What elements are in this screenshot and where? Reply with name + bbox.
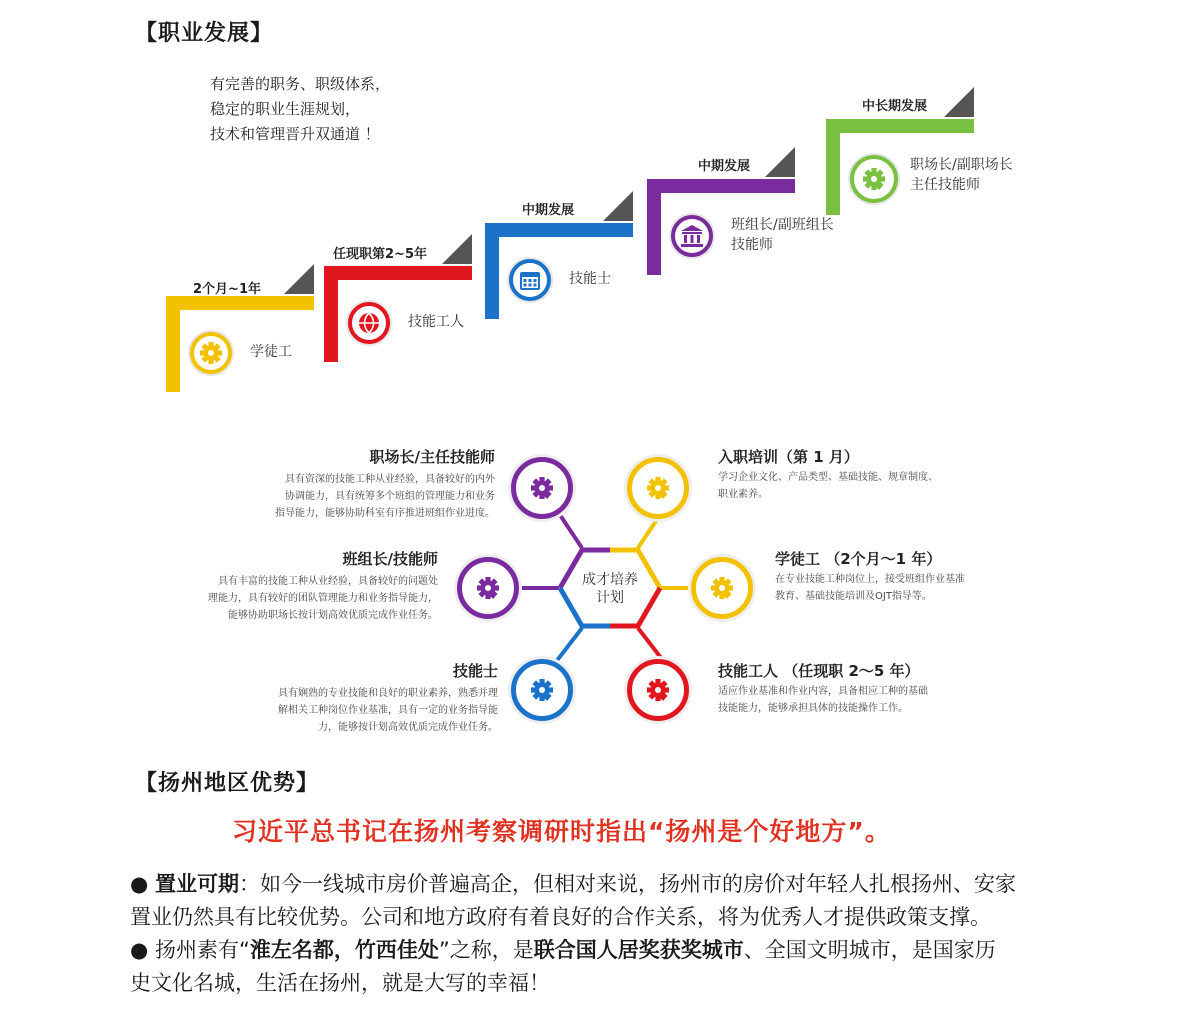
step-role-line: 职场长/副职场长: [910, 157, 1013, 173]
training-node-description: [275, 471, 495, 522]
step-bar-horizontal: [485, 223, 633, 237]
calendar-icon: [509, 259, 551, 301]
gear-wrench-icon: [457, 557, 519, 619]
step-bar-vertical: [485, 223, 499, 319]
description-line: 技能能力，能够承担具体的技能操作工作。: [718, 703, 908, 714]
description-line: 理能力，具有较好的团队管理能力和业务指导能力，: [208, 593, 438, 604]
career-intro: [210, 72, 390, 147]
highlight-text: 联合国人居奖获奖城市: [533, 938, 744, 962]
description-line: 力，能够按计划高效优质完成作业任务。: [318, 722, 498, 733]
step-bar-horizontal: [324, 266, 472, 280]
description-line: 具有资深的技能工种从业经验，具备较好的内外: [285, 474, 495, 485]
description-line: 适应作业基准和作业内容，具备相应工种的基础: [718, 686, 928, 697]
bank-icon: [671, 215, 713, 257]
region-quote: 习近平总书记在扬州考察调研时指出“扬州是个好地方”。: [232, 817, 891, 846]
bullet: ●: [130, 872, 149, 896]
step-bar-vertical: [826, 119, 840, 215]
step-period-label: 2个月~1年: [193, 282, 261, 297]
step-role-name: [569, 269, 611, 289]
intro-line: 稳定的职业生涯规划，: [210, 100, 361, 118]
step-bar-vertical: [166, 296, 180, 392]
paragraph-text: ：如今一线城市房价普遍高企，但相对来说，扬州市的房价对年轻人扎根扬州、安家: [239, 872, 1017, 896]
paragraph-text: 扬州素有“: [155, 938, 250, 962]
globe-icon: [348, 302, 390, 344]
step-period-label: 中期发展: [522, 203, 575, 218]
region-paragraph-2: [130, 934, 1090, 1000]
paragraph-text: 史文化名城，生活在扬州，就是大写的幸福！: [130, 971, 550, 995]
gear-wrench-icon: [511, 659, 573, 721]
intro-line: 技术和管理晋升双通道 ！: [210, 125, 380, 143]
step-corner-marker: [284, 264, 314, 294]
step-bar-vertical: [324, 266, 338, 362]
paragraph-text: 置业仍然具有比较优势。公司和地方政府有着良好的合作关系，将为优秀人才提供政策支撑。: [130, 905, 991, 929]
step-bar-horizontal: [826, 119, 974, 133]
training-node-description: [208, 573, 438, 624]
step-bar-vertical: [647, 179, 661, 275]
description-line: 解相关工种岗位作业基准，具有一定的业务指导能: [278, 705, 498, 716]
training-node-title: 学徒工 （2个月～1 年）: [775, 550, 942, 568]
step-corner-marker: [944, 87, 974, 117]
step-role-name: [910, 155, 1013, 195]
center-label-line: 计划: [596, 590, 624, 606]
training-node-description: [775, 571, 965, 605]
description-line: 指导能力，能够协助科室有序推进班组作业进度。: [275, 508, 495, 519]
step-role-line: 技能工人: [408, 314, 464, 330]
intro-line: 有完善的职务、职级体系，: [210, 75, 391, 93]
gear-wrench-icon: [691, 557, 753, 619]
center-label: [560, 571, 660, 607]
region-section-title: 【扬州地区优势】: [135, 771, 320, 796]
highlight-text: 淮左名都，竹西佳处: [249, 938, 439, 962]
step-role-name: [731, 215, 834, 255]
description-line: 能够协助职场长按计划高效优质完成作业任务。: [228, 610, 438, 621]
step-bar-horizontal: [166, 296, 314, 310]
step-bar-horizontal: [647, 179, 795, 193]
training-node-title: 职场长/主任技能师: [369, 448, 495, 466]
career-section-title: 【职业发展】: [135, 21, 274, 46]
training-node-description: [718, 683, 928, 717]
step-role-name: [250, 342, 292, 362]
step-role-line: 主任技能师: [910, 177, 980, 193]
step-corner-marker: [442, 234, 472, 264]
gear-icon: [190, 332, 232, 374]
bullet: ●: [130, 938, 149, 962]
step-role-name: [408, 312, 464, 332]
description-line: 具有娴熟的专业技能和良好的职业素养，熟悉并理: [278, 688, 498, 699]
region-paragraph-1: [130, 868, 1090, 934]
step-role-line: 技能士: [569, 271, 611, 287]
training-node-title: 入职培训（第 1 月）: [718, 448, 859, 466]
step-period-label: 中长期发展: [862, 99, 928, 114]
step-role-line: 学徒工: [250, 344, 292, 360]
step-period-label: 中期发展: [698, 159, 751, 174]
description-line: 在专业技能工种岗位上，接受班组作业基准: [775, 574, 965, 585]
paragraph-text: ”之称，是: [438, 938, 534, 962]
gear-wrench-icon: [627, 457, 689, 519]
step-period-label: 任现职第2~5年: [333, 247, 427, 262]
training-node-title: 班组长/技能师: [342, 550, 438, 568]
gear-wrench-icon: [511, 457, 573, 519]
paragraph-text: 、全国文明城市，是国家历: [743, 938, 996, 962]
training-node-description: [718, 469, 938, 503]
gear-wrench-icon: [627, 659, 689, 721]
step-corner-marker: [603, 191, 633, 221]
gear-wrench-icon: [850, 155, 898, 203]
training-node-title: 技能士: [452, 662, 498, 680]
description-line: 职业素养。: [718, 489, 768, 500]
description-line: 具有丰富的技能工种从业经验，具备较好的问题处: [218, 576, 438, 587]
description-line: 协调能力，具有统筹多个班组的管理能力和业务: [285, 491, 495, 502]
highlight-text: 置业可期: [155, 872, 240, 896]
step-role-line: 班组长/副班组长: [731, 217, 834, 233]
step-corner-marker: [765, 147, 795, 177]
training-node-title: 技能工人 （任现职 2～5 年）: [718, 662, 920, 680]
description-line: 学习企业文化、产品类型、基础技能、规章制度、: [718, 472, 938, 483]
center-label-line: 成才培养: [582, 572, 638, 588]
training-node-description: [278, 685, 498, 736]
step-role-line: 技能师: [731, 237, 773, 253]
description-line: 教育、基础技能培训及OJT指导等。: [775, 591, 932, 602]
